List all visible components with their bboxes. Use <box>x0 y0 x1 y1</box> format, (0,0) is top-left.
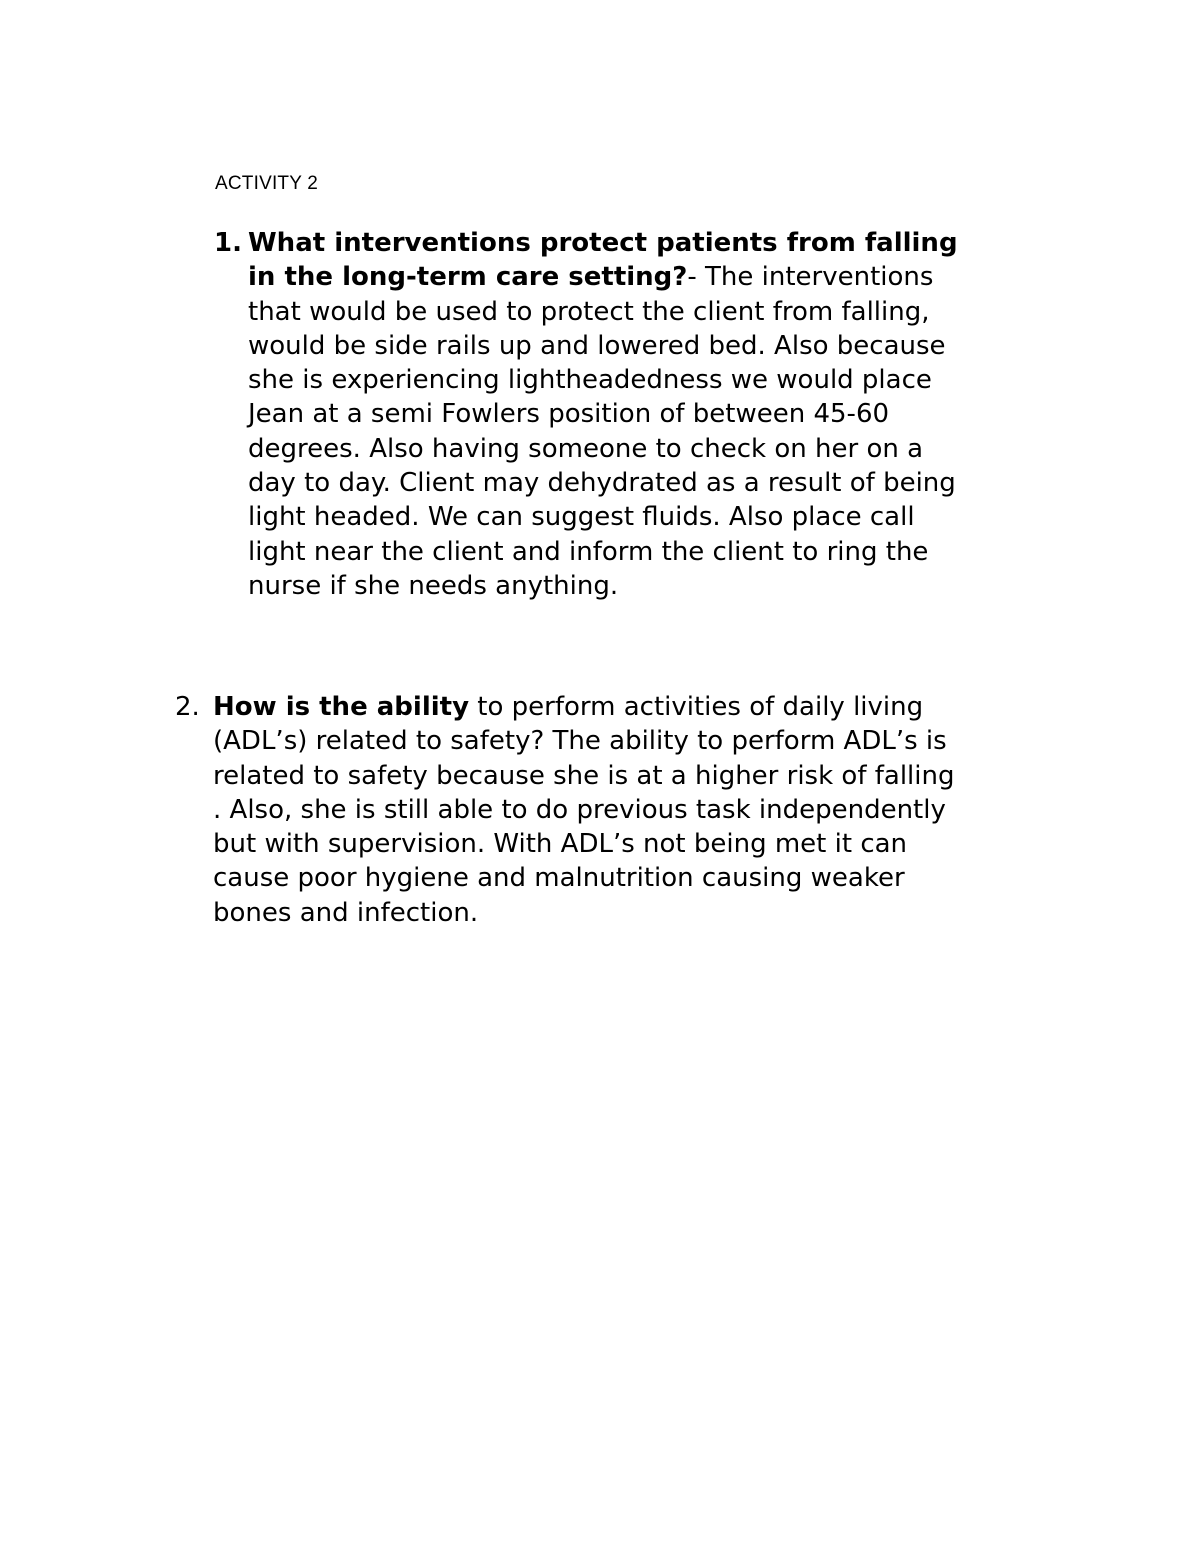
question-1-body <box>248 226 1088 603</box>
question-1-line <box>248 260 1088 294</box>
question-1-bold-text: What interventions protect patients from falling <box>248 228 958 258</box>
answer-text: bones and infection. <box>213 897 479 928</box>
answer-text: to perform activities of daily living <box>469 692 924 722</box>
answer-text: nurse if she needs anything. <box>248 570 619 601</box>
question-1-line <box>248 329 1088 363</box>
activity-heading: ACTIVITY 2 <box>215 173 319 194</box>
question-2-line <box>213 861 1093 895</box>
answer-text: that would be used to protect the client from falling, <box>248 296 930 327</box>
answer-text: light headed. We can suggest fluids. Also place call <box>248 502 915 533</box>
answer-text: . Also, she is still able to do previous task independently <box>213 794 946 825</box>
answer-text: degrees. Also having someone to check on her on a <box>248 433 924 464</box>
answer-text: cause poor hygiene and malnutrition causing weaker <box>213 863 905 894</box>
question-2-line <box>213 690 1093 724</box>
question-2-body <box>213 690 1093 930</box>
question-2-number: 2. <box>175 692 200 722</box>
answer-text: day to day. Client may dehydrated as a result of being <box>248 468 956 499</box>
question-1-line <box>248 363 1088 397</box>
answer-text: but with supervision. With ADL’s not being met it can <box>213 829 908 860</box>
question-2-line <box>213 724 1093 758</box>
question-2-line <box>213 759 1093 793</box>
question-2-line <box>213 827 1093 861</box>
question-2-line <box>213 896 1093 930</box>
question-2 <box>175 690 1093 930</box>
question-1-line <box>248 466 1088 500</box>
answer-text: - The interventions <box>687 262 934 293</box>
question-1-line <box>248 432 1088 466</box>
question-1-line <box>248 500 1088 534</box>
answer-text: Jean at a semi Fowlers position of between 45-60 <box>248 399 890 430</box>
question-2-line <box>213 793 1093 827</box>
question-1-number: 1. <box>214 228 242 258</box>
answer-text: she is experiencing lightheadedness we would place <box>248 365 932 396</box>
question-1-line <box>248 397 1088 431</box>
question-1 <box>214 226 1088 603</box>
question-1-line <box>248 535 1088 569</box>
question-1-line <box>248 295 1088 329</box>
answer-text: (ADL’s) related to safety? The ability to perform ADL’s is <box>213 726 947 757</box>
answer-text: related to safety because she is at a higher risk of falling <box>213 760 955 791</box>
answer-text: would be side rails up and lowered bed. Also because <box>248 330 946 361</box>
question-1-bold-text: in the long-term care setting? <box>248 262 688 293</box>
answer-text: light near the client and inform the client to ring the <box>248 536 929 567</box>
question-1-line <box>248 569 1088 603</box>
question-2-bold-text: How is the ability <box>213 692 470 722</box>
question-1-line <box>248 226 1088 260</box>
